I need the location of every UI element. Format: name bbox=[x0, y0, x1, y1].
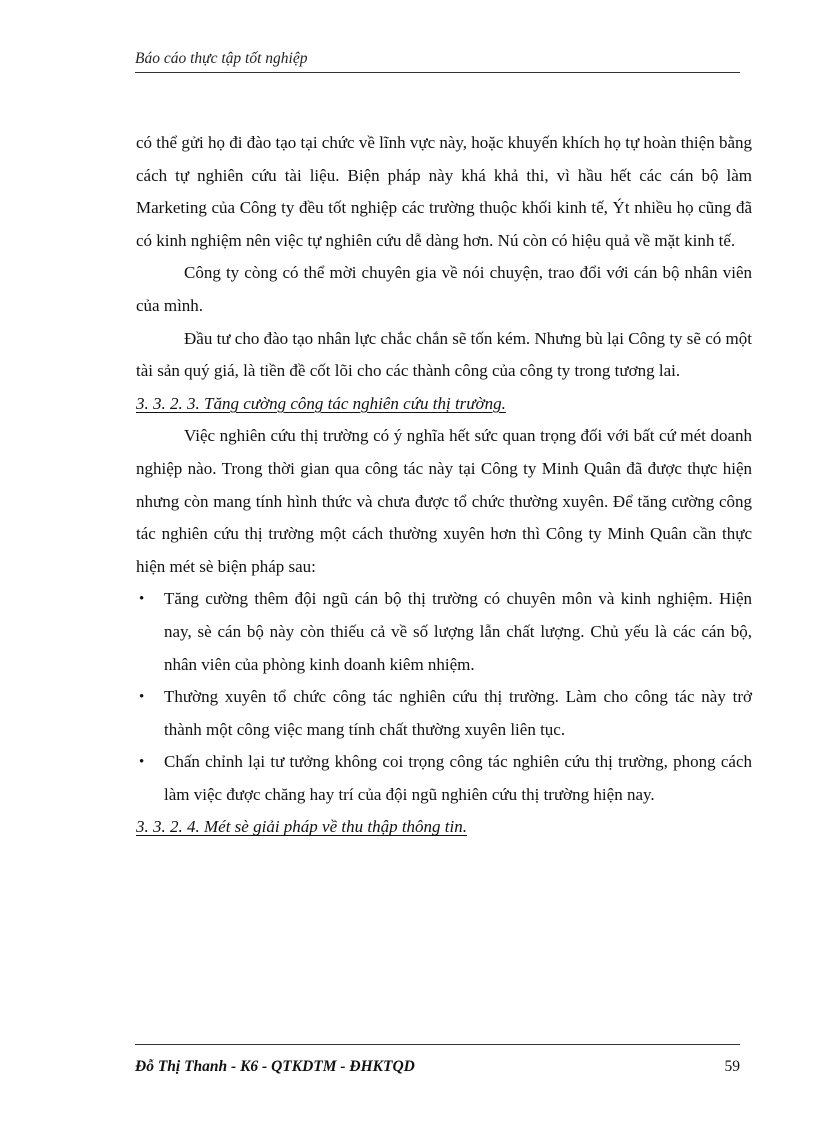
bullet-list bbox=[136, 583, 752, 811]
document-body bbox=[136, 127, 752, 844]
bullet-icon: • bbox=[139, 689, 145, 706]
footer-author: Đỗ Thị Thanh - K6 - QTKDTM - ĐHKTQD bbox=[135, 1058, 415, 1075]
bullet-icon: • bbox=[139, 591, 145, 608]
footer-divider bbox=[135, 1044, 740, 1045]
list-item bbox=[136, 583, 752, 681]
paragraph: Việc nghiên cứu thị trường có ý nghĩa hết sức quan trọng đối với bất cứ mét doanh nghiệp nào. Trong thời gian qua công tác này tại Công ty Minh Quân đã được thực hiện nhưng còn mang tính hình thức và chưa được tổ chức thường xuyên. Để tăng cường công tác nghiên cứu thị trường một cách thường xuyên hơn thì Công ty Minh Quân cần thực hiện mét sè biện pháp sau: bbox=[136, 426, 752, 576]
page-number: 59 bbox=[724, 1058, 740, 1075]
bullet-icon: • bbox=[139, 754, 145, 771]
list-item bbox=[136, 681, 752, 746]
paragraph: Đầu tư cho đào tạo nhân lực chắc chắn sẽ tốn kém. Nhưng bù lại Công ty sẽ có một tài sản quý giá, là tiền đề cốt lõi cho các thành công của công ty trong tương lai. bbox=[136, 328, 752, 381]
page-header-title: Báo cáo thực tập tốt nghiệp bbox=[135, 50, 308, 67]
paragraph: Công ty còng có thể mời chuyên gia về nói chuyện, trao đổi với cán bộ nhân viên của mình. bbox=[136, 263, 752, 315]
header-divider bbox=[135, 72, 740, 73]
list-item-text: Thường xuyên tổ chức công tác nghiên cứu thị trường. Làm cho công tác này trở thành một công việc mang tính chất thường xuyên liên tục. bbox=[164, 687, 752, 739]
list-item-text: Tăng cường thêm đội ngũ cán bộ thị trường có chuyên môn và kinh nghiệm. Hiện nay, sè cán bộ này còn thiếu cả về số lượng lẫn chất lượng. Chủ yếu là các cán bộ, nhân viên của phòng kinh doanh kiêm nhiệm. bbox=[164, 589, 752, 674]
paragraph: có thể gửi họ đi đào tạo tại chức về lĩnh vực này, hoặc khuyến khích họ tự hoàn thiện bằng cách tự nghiên cứu tài liệu. Biện pháp này khá khả thi, vì hầu hết các cán bộ làm Marketing của Công ty đều tốt nghiệp các trường thuộc khối kinh tế, Ýt nhiều họ cũng đã có kinh nghiệm nên việc tự nghiên cứu dễ dàng hơn. Nú còn có hiệu quả về mặt kinh tế. bbox=[136, 133, 752, 250]
section-heading: 3. 3. 2. 3. Tăng cường công tác nghiên cứu thị trường. bbox=[136, 393, 506, 413]
list-item-text: Chấn chỉnh lại tư tưởng không coi trọng công tác nghiên cứu thị trường, phong cách làm việc được chăng hay trí của đội ngũ nghiên cứu thị trường hiện nay. bbox=[164, 752, 752, 804]
list-item bbox=[136, 746, 752, 811]
section-heading: 3. 3. 2. 4. Mét sè giải pháp về thu thập thông tin. bbox=[136, 817, 467, 837]
